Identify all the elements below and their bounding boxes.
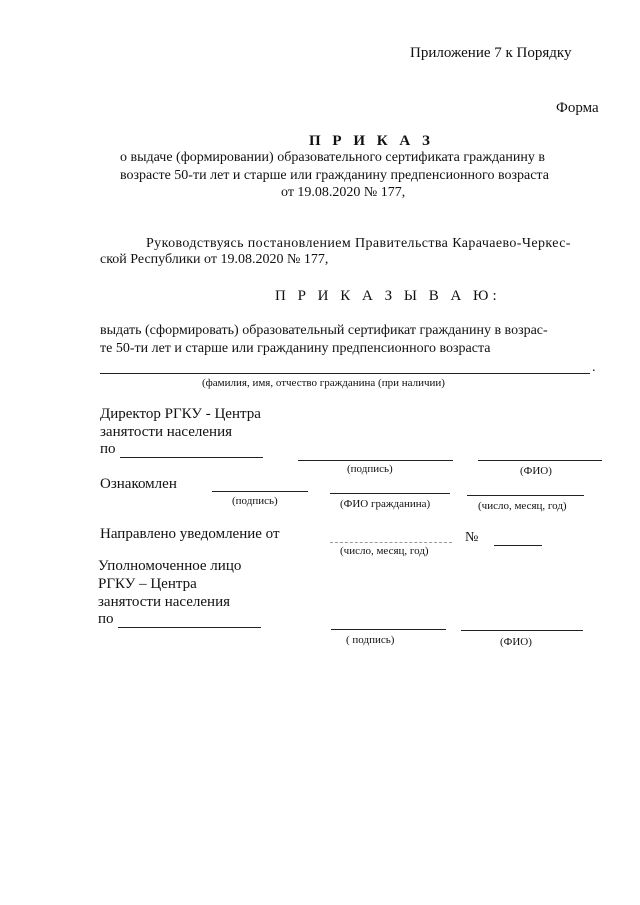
authorized-signature-line (331, 629, 446, 630)
order-word: П Р И К А З Ы В А Ю: (275, 288, 501, 304)
notification-date-caption: (число, месяц, год) (340, 545, 429, 557)
title-line-2: возрасте 50-ти лет и старше или гражданину предпенсионного возраста (120, 168, 549, 183)
authorized-basis-line (118, 627, 261, 628)
appendix-label: Приложение 7 к Порядку (410, 45, 572, 61)
authorized-fio-caption: (ФИО) (500, 636, 532, 648)
citizen-name-line (100, 373, 590, 374)
notification-number-line (494, 545, 542, 546)
authorized-line-2: РГКУ – Центра (98, 576, 197, 592)
notification-date-line (330, 542, 452, 543)
director-signature-line (298, 460, 453, 461)
title-line-3: от 19.08.2020 № 177, (281, 185, 406, 200)
acquainted-signature-line (212, 491, 308, 492)
acquainted-date-line (467, 495, 584, 496)
preamble-line-1: Руководствуясь постановлением Правительства Карачаево-Черкес- (146, 236, 571, 251)
acquainted-fio-line (330, 493, 450, 494)
director-line-3: по (100, 441, 116, 457)
director-fio-line (478, 460, 602, 461)
preamble-line-2: ской Республики от 19.08.2020 № 177, (100, 252, 329, 267)
acquainted-date-caption: (число, месяц, год) (478, 500, 567, 512)
citizen-name-caption: (фамилия, имя, отчество гражданина (при наличии) (202, 377, 445, 389)
body-line-2: те 50-ти лет и старше или гражданину предпенсионного возраста (100, 341, 491, 356)
acquainted-signature-caption: (подпись) (232, 495, 278, 507)
body-line-1: выдать (сформировать) образовательный сертификат гражданину в возрас- (100, 323, 548, 338)
notification-label: Направлено уведомление от (100, 526, 280, 542)
notification-number-sign: № (465, 530, 479, 545)
authorized-line-4: по (98, 611, 114, 627)
acquainted-fio-caption: (ФИО гражданина) (340, 498, 431, 510)
director-line-2: занятости населения (100, 424, 233, 440)
director-signature-caption: (подпись) (347, 463, 393, 475)
authorized-signature-caption: ( подпись) (346, 634, 395, 646)
director-line-1: Директор РГКУ - Центра (100, 406, 261, 422)
form-label: Форма (556, 100, 599, 116)
title-line-1: о выдаче (формировании) образовательного сертификата гражданину в (120, 150, 545, 165)
director-fio-caption: (ФИО) (520, 465, 552, 477)
authorized-line-3: занятости населения (98, 594, 231, 610)
director-basis-line (120, 457, 263, 458)
body-period: . (592, 360, 596, 375)
authorized-line-1: Уполномоченное лицо (98, 558, 242, 574)
acquainted-label: Ознакомлен (100, 476, 177, 492)
order-heading: П Р И К А З (309, 133, 434, 149)
authorized-fio-line (461, 630, 583, 631)
